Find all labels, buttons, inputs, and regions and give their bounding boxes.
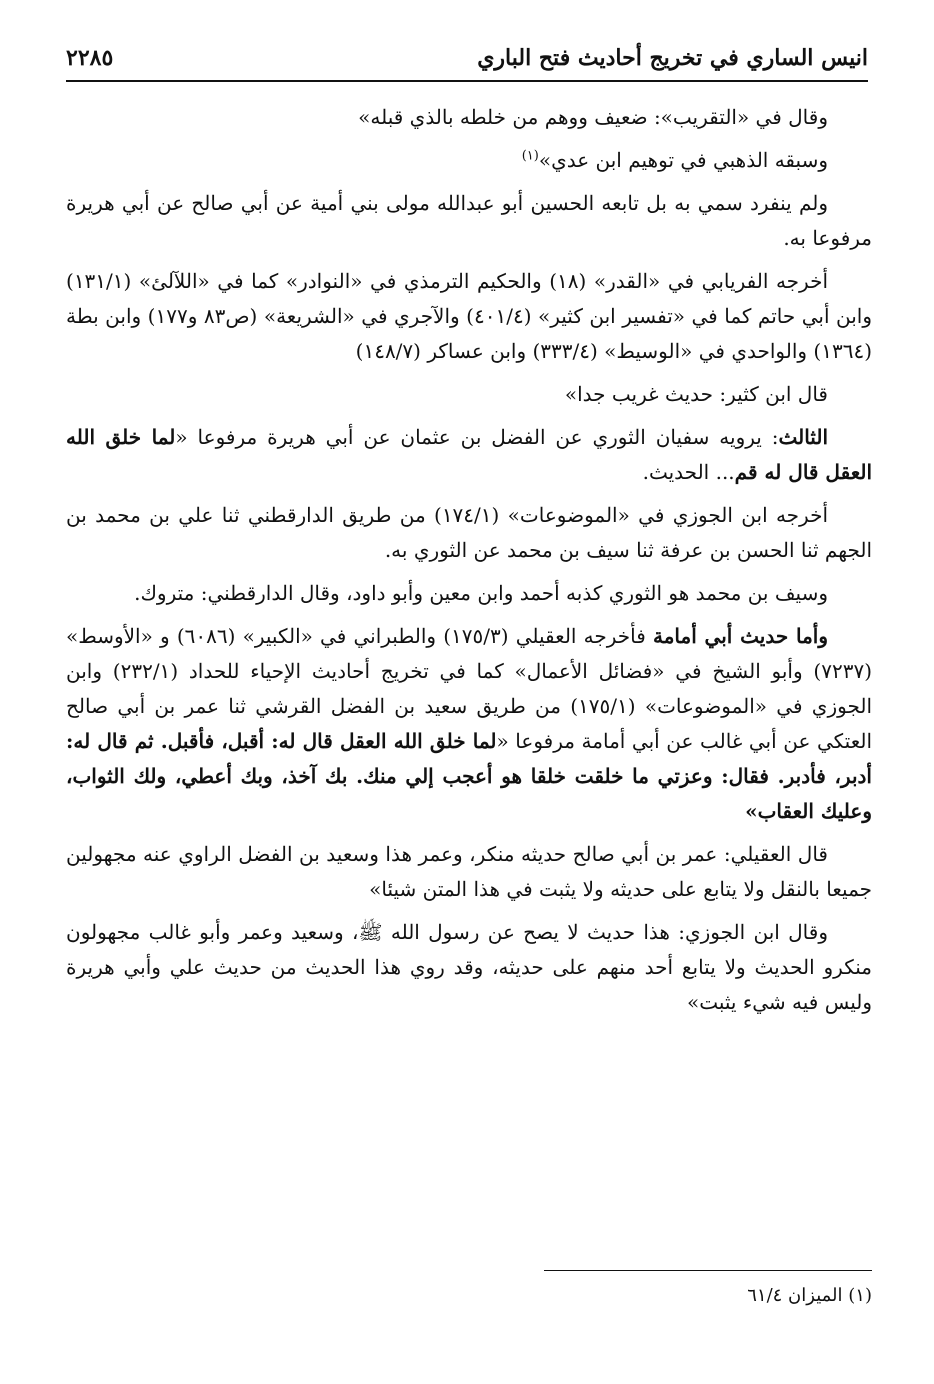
paragraph-2 bbox=[66, 143, 872, 178]
abu-umama-heading: وأما حديث أبي أمامة bbox=[652, 624, 828, 648]
paragraph-3: ولم ينفرد سمي به بل تابعه الحسين أبو عبدالله مولى بني أمية عن أبي صالح عن أبي هريرة مرفوعا به. bbox=[66, 191, 872, 250]
paragraph-1: وقال في «التقريب»: ضعيف ووهم من خلطه بالذي قبله» bbox=[358, 105, 828, 129]
footnote-ref[interactable]: (١) bbox=[521, 148, 539, 164]
footnote bbox=[747, 1285, 872, 1306]
paragraph-11: وقال ابن الجوزي: هذا حديث لا يصح عن رسول الله ﷺ، وسعيد وعمر وأبو غالب مجهولون منكرو الحديث ولا يتابع أحد منهم على حديثه، وقد روي هذا الحديث من حديث علي وأبي هريرة وليس فيه شيء يثبت» bbox=[66, 920, 872, 1014]
paragraph-4: أخرجه الفريابي في «القدر» (١٨) والحكيم الترمذي في «النوادر» كما في «اللآلئ» (١٣١/١) وابن أبي حاتم كما في «تفسير ابن كثير» (٤٠١/٤) والآجري في «الشريعة» (ص٨٣ و١٧٧) وابن بطة (١٣٦٤) والواحدي في «الوسيط» (٣٣٣/٤) وابن عساكر (١٤٨/٧) bbox=[66, 269, 873, 363]
hadith-text-bold: لما خلق الله العقل قال له قم bbox=[66, 425, 872, 484]
page-header bbox=[66, 38, 868, 78]
paragraph-9-end: » bbox=[745, 799, 758, 823]
paragraph-9-text: فأخرجه العقيلي (١٧٥/٣) والطبراني في «الكبير» (٦٠٨٦) و «الأوسط» (٧٢٣٧) وأبو الشيخ في «فضائل الأعمال» كما في تخريج أحاديث الإحياء للحداد (٢٣٢/١) وابن الجوزي في «الموضوعات» (١٧٥/١) من طريق سعيد بن الفضل القرشي ثنا عمر بن أبي صالح العتكي عن أبي غالب عن أبي أمامة مرفوعا « bbox=[66, 624, 873, 753]
hadith-matn-bold: لما خلق الله العقل قال له: أقبل، فأقبل. ثم قال له: أدبر، فأدبر. فقال: وعزتي ما خلقت خلقا هو أعجب إلي منك. بك آخذ، وبك أعطي، ولك الثواب، وعليك العقاب bbox=[66, 729, 872, 823]
footnote-marker: (١) bbox=[848, 1285, 872, 1306]
page-number: ٢٢٨٥ bbox=[66, 45, 114, 71]
paragraph-10: قال العقيلي: عمر بن أبي صالح حديثه منكر، وعمر هذا وسعيد بن الفضل الراوي عنه مجهولين جميعا بالنقل ولا يتابع على حديثه ولا يثبت في هذا المتن شيئا» bbox=[66, 842, 872, 901]
paragraph-6 bbox=[66, 420, 872, 490]
paragraph-5: قال ابن كثير: حديث غريب جدا» bbox=[564, 382, 828, 406]
footnote-separator bbox=[544, 1270, 872, 1271]
paragraph-6-end: ... الحديث. bbox=[642, 460, 735, 484]
header-rule bbox=[66, 80, 868, 82]
paragraph-8: وسيف بن محمد هو الثوري كذبه أحمد وابن معين وأبو داود، وقال الدارقطني: متروك. bbox=[134, 581, 828, 605]
running-title: انيس الساري في تخريج أحاديث فتح الباري bbox=[477, 45, 868, 71]
main-text bbox=[66, 100, 872, 1028]
section-heading-third: الثالث bbox=[778, 425, 828, 449]
paragraph-7: أخرجه ابن الجوزي في «الموضوعات» (١٧٤/١) من طريق الدارقطني ثنا علي بن محمد بن الجهم ثنا الحسن بن عرفة ثنا سيف بن محمد عن الثوري به. bbox=[66, 503, 872, 562]
paragraph-2-text: وسبقه الذهبي في توهيم ابن عدي» bbox=[538, 148, 828, 172]
footnote-text: الميزان ٦١/٤ bbox=[747, 1285, 843, 1306]
paragraph-9 bbox=[66, 619, 872, 829]
paragraph-6-text: : يرويه سفيان الثوري عن الفضل بن عثمان عن أبي هريرة مرفوعا « bbox=[175, 425, 779, 449]
